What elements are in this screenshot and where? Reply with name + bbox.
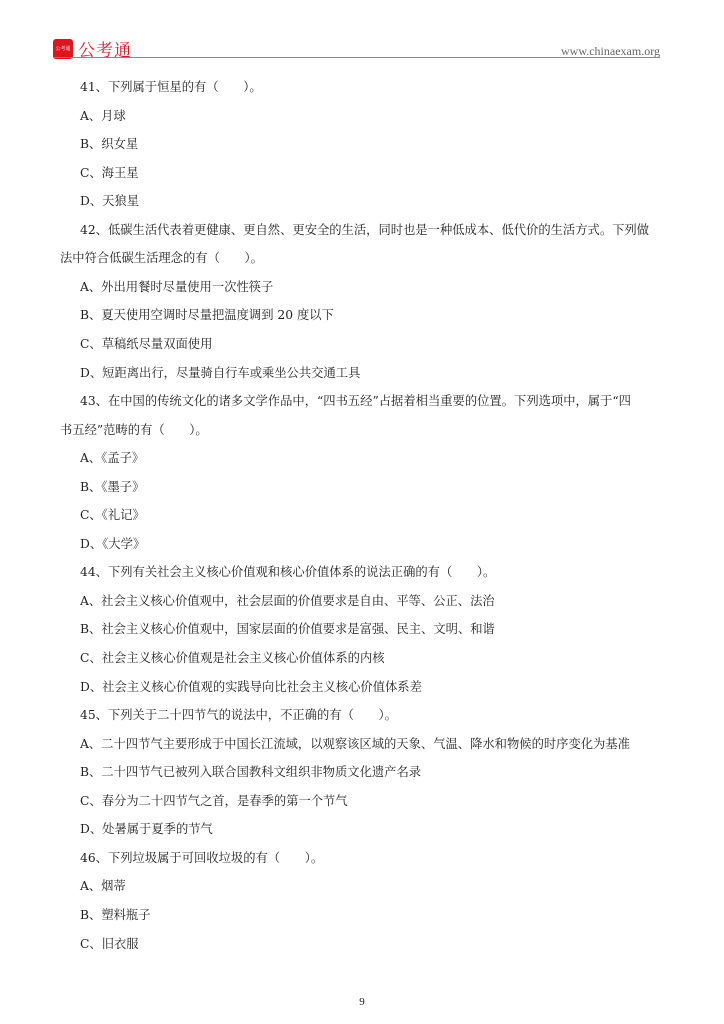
answer-option: A、二十四节气主要形成于中国长江流域，以观察该区域的天象、气温、降水和物候的时序变化为基准 — [80, 736, 630, 751]
answer-option: C、旧衣服 — [80, 936, 139, 951]
answer-option: A、烟蒂 — [80, 879, 126, 894]
site-url: www.chinaexam.org — [561, 44, 660, 58]
answer-option: A、外出用餐时尽量使用一次性筷子 — [80, 279, 274, 294]
logo-text: 公考通 — [78, 41, 132, 61]
answer-option: C、海王星 — [80, 165, 139, 180]
answer-option: D、社会主义核心价值观的实践导向比社会主义核心价值体系差 — [80, 679, 422, 694]
page-number: 9 — [359, 996, 365, 1008]
answer-option: C、春分为二十四节气之首，是春季的第一个节气 — [80, 793, 348, 808]
question-stem: 46、下列垃圾属于可回收垃圾的有（ ）。 — [80, 850, 324, 865]
question-stem-continued: 法中符合低碳生活理念的有（ ）。 — [60, 251, 263, 266]
question-stem: 44、下列有关社会主义核心价值观和核心价值体系的说法正确的有（ ）。 — [80, 565, 496, 580]
answer-option: A、月球 — [80, 108, 126, 123]
answer-option: D、短距离出行，尽量骑自行车或乘坐公共交通工具 — [80, 365, 361, 380]
question-stem: 45、下列关于二十四节气的说法中，不正确的有（ ）。 — [80, 708, 397, 723]
answer-option: C、《礼记》 — [80, 508, 145, 523]
question-stem: 43、在中国的传统文化的诸多文学作品中，“四书五经”占据着相当重要的位置。下列选项中，属于“四 — [80, 394, 631, 409]
answer-option: B、织女星 — [80, 137, 139, 152]
question-stem: 41、下列属于恒星的有（ ）。 — [80, 80, 262, 94]
question-stem: 42、低碳生活代表着更健康、更自然、更安全的生活，同时也是一种低成本、低代价的生活方式。下列做 — [80, 222, 650, 237]
answer-option: B、塑料瓶子 — [80, 907, 151, 922]
logo-mark: 公考通 — [53, 39, 73, 59]
answer-option: D、处暑属于夏季的节气 — [80, 822, 213, 837]
header-divider — [53, 57, 660, 58]
answer-option: B、《墨子》 — [80, 479, 145, 494]
answer-option: A、社会主义核心价值观中，社会层面的价值要求是自由、平等、公正、法治 — [80, 593, 495, 608]
answer-option: B、社会主义核心价值观中，国家层面的价值要求是富强、民主、文明、和谐 — [80, 622, 495, 637]
answer-option: A、《孟子》 — [80, 451, 145, 466]
answer-option: B、夏天使用空调时尽量把温度调到 20 度以下 — [80, 308, 334, 323]
answer-option: C、社会主义核心价值观是社会主义核心价值体系的内核 — [80, 651, 385, 665]
answer-option: D、天狼星 — [80, 194, 140, 209]
question-stem-continued: 书五经”范畴的有（ ）。 — [60, 422, 208, 437]
answer-option: B、二十四节气已被列入联合国教科文组织非物质文化遗产名录 — [80, 765, 422, 780]
answer-option: C、草稿纸尽量双面使用 — [80, 336, 213, 351]
answer-option: D、《大学》 — [80, 536, 146, 551]
